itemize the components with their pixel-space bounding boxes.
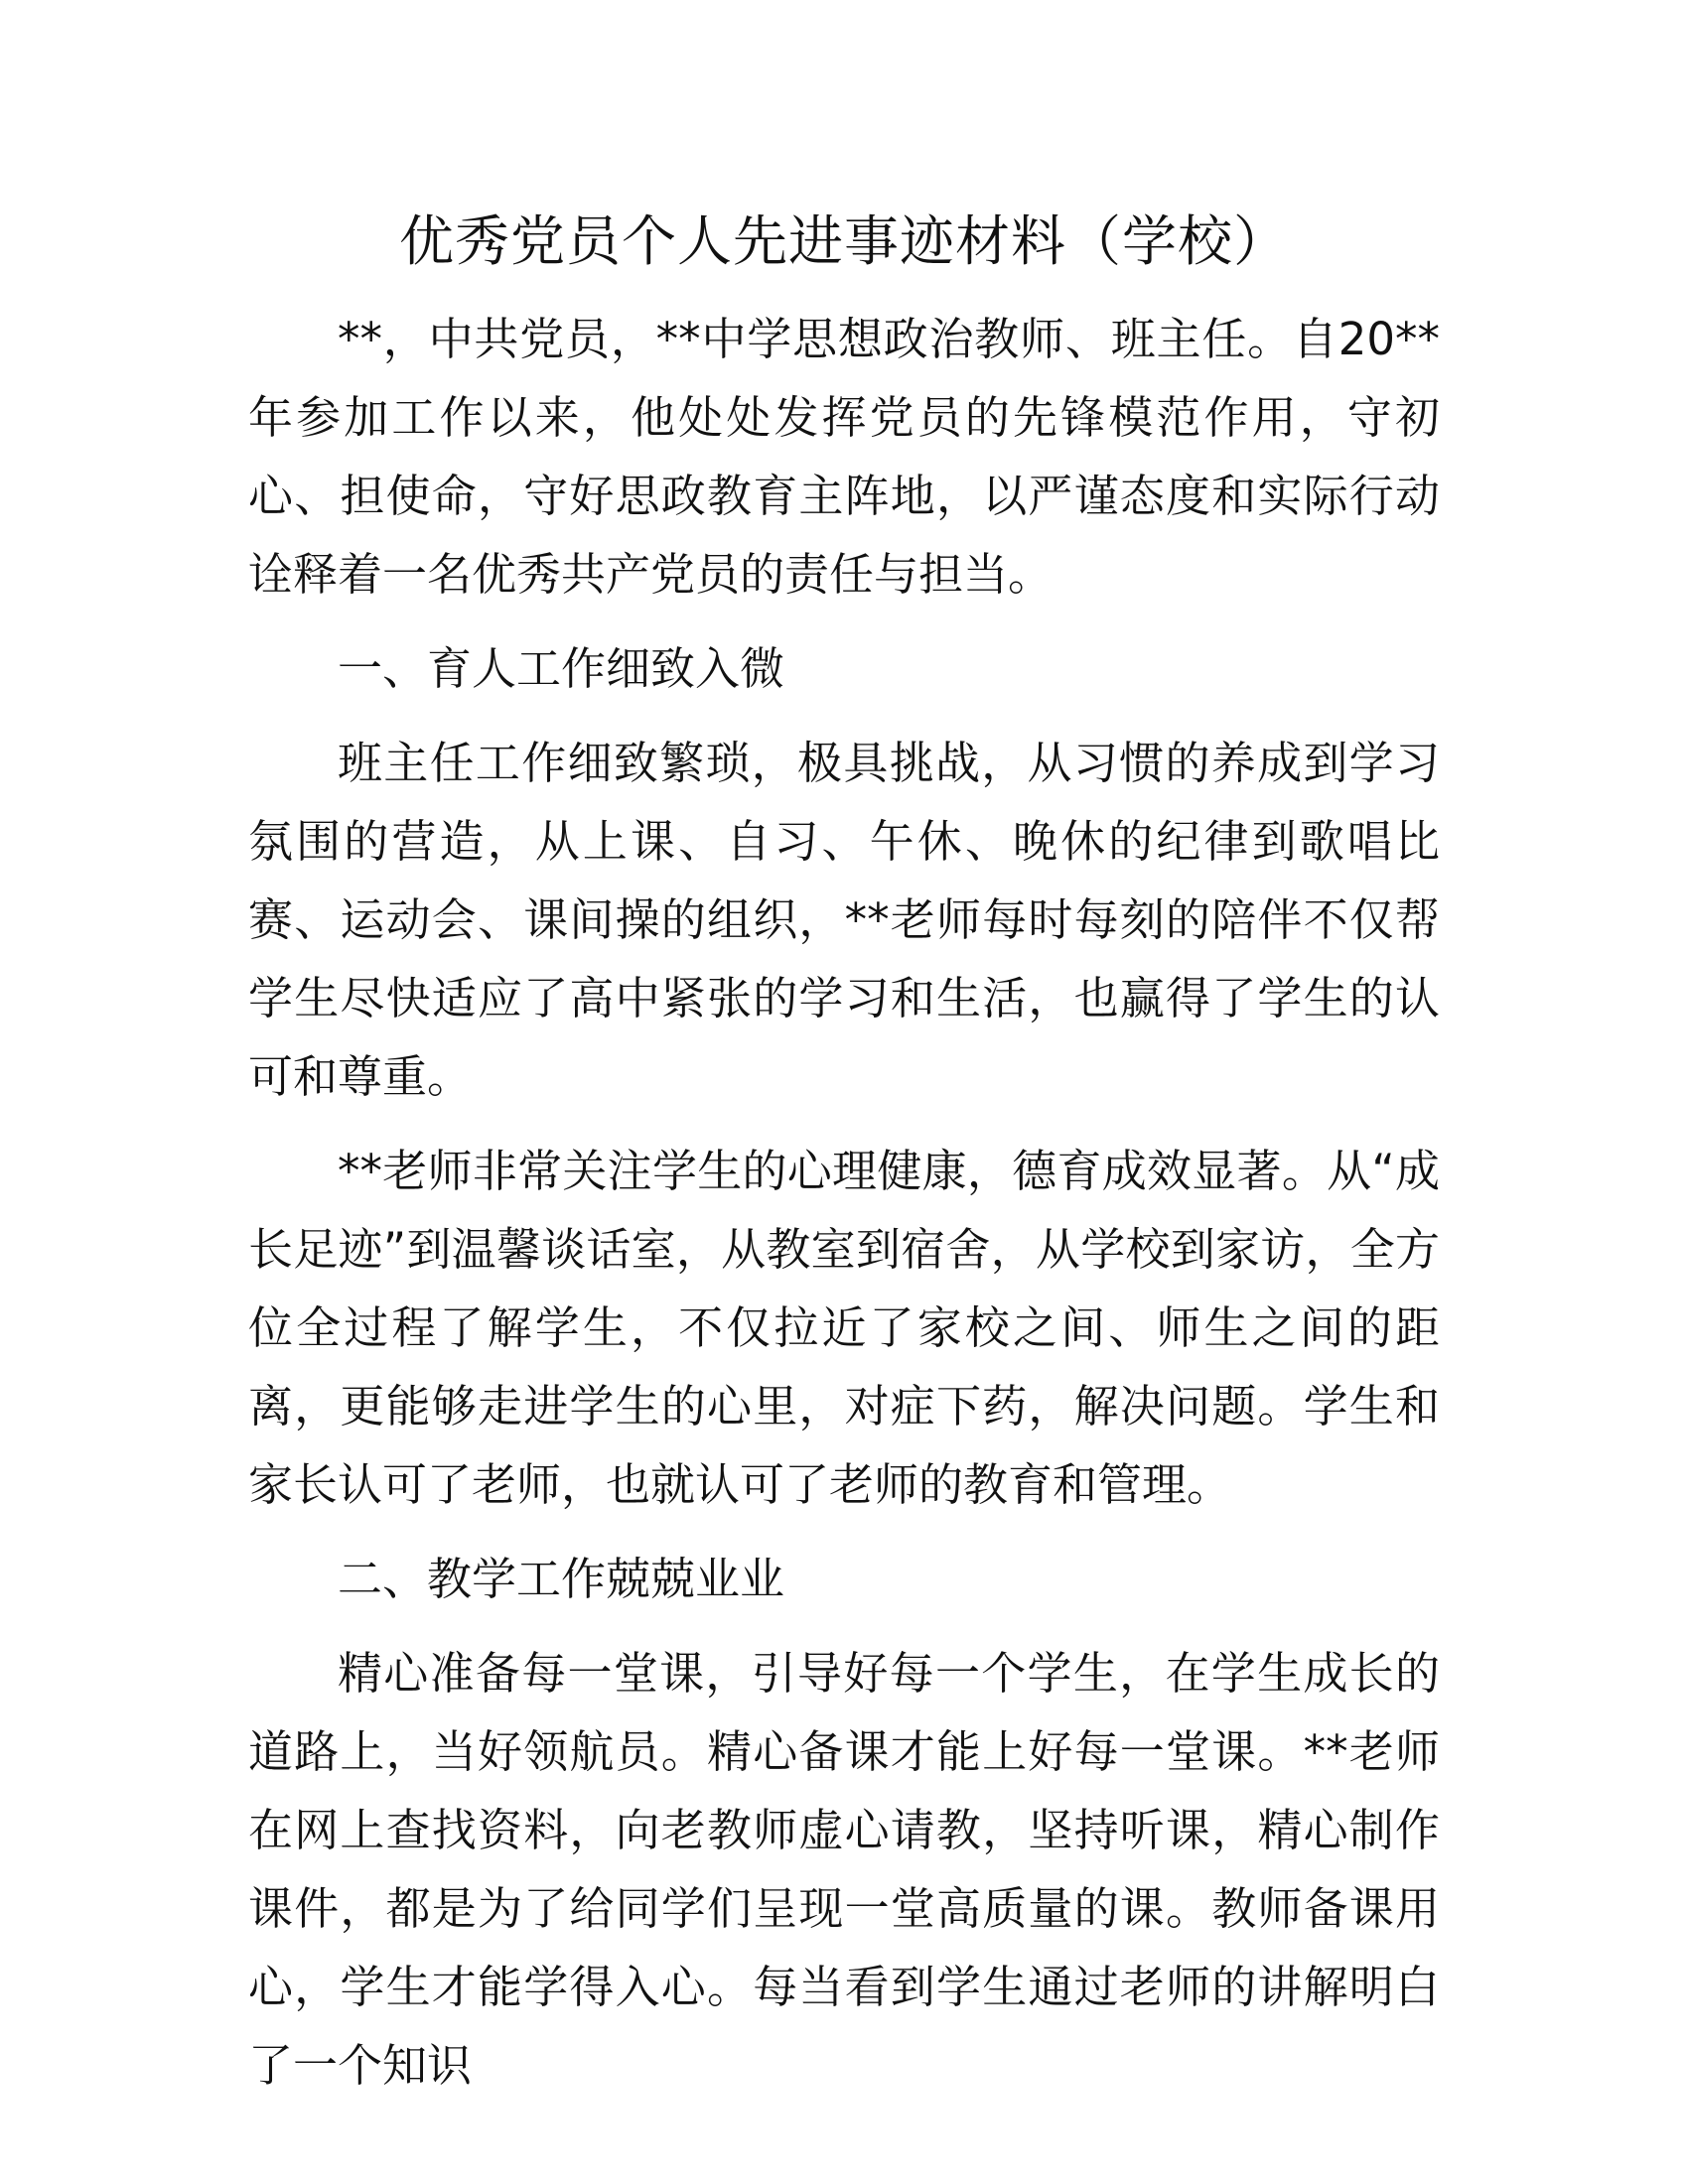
section-heading-2: 二、教学工作兢兢业业: [338, 1553, 785, 1605]
document-title: 优秀党员个人先进事迹材料（学校）: [398, 209, 1289, 273]
section-heading-1: 一、育人工作细致入微: [338, 642, 785, 695]
paragraph-spacer: [248, 614, 1440, 629]
intro-paragraph: **，中共党员，**中学思想政治教师、班主任。自20**年参加工作以来，他处处发挥党员的先锋模范作用，守初心、担使命，守好思政教育主阵地，以严谨态度和实际行动诠释着一名优秀共产党员的责任与担当。: [248, 313, 1440, 601]
section1-paragraph-2: **老师非常关注学生的心理健康，德育成效显著。从“成长足迹”到温馨谈话室，从教室到宿舍，从学校到家访，全方位全过程了解学生，不仅拉近了家校之间、师生之间的距离，更能够走进学生的心里，对症下药，解决问题。学生和家长认可了老师，也就认可了老师的教育和管理。: [248, 1145, 1440, 1511]
paragraph-spacer: [248, 1618, 1440, 1634]
section1-paragraph-1: 班主任工作细致繁琐，极具挑战，从习惯的养成到学习氛围的营造，从上课、自习、午休、晚休的纪律到歌唱比赛、运动会、课间操的组织，**老师每时每刻的陪伴不仅帮学生尽快适应了高中紧张的学习和生活，也赢得了学生的认可和尊重。: [248, 737, 1440, 1103]
paragraph-spacer: [248, 708, 1440, 724]
section2-paragraph-1: 精心准备每一堂课，引导好每一个学生，在学生成长的道路上，当好领航员。精心备课才能上好每一堂课。**老师在网上查找资料，向老教师虚心请教，坚持听课，精心制作课件，都是为了给同学们呈现一堂高质量的课。教师备课用心，学生才能学得入心。每当看到学生通过老师的讲解明白了一个知识: [248, 1647, 1440, 2092]
document-body: [248, 300, 1440, 2105]
paragraph-spacer: [248, 1524, 1440, 1540]
paragraph-spacer: [248, 1116, 1440, 1132]
